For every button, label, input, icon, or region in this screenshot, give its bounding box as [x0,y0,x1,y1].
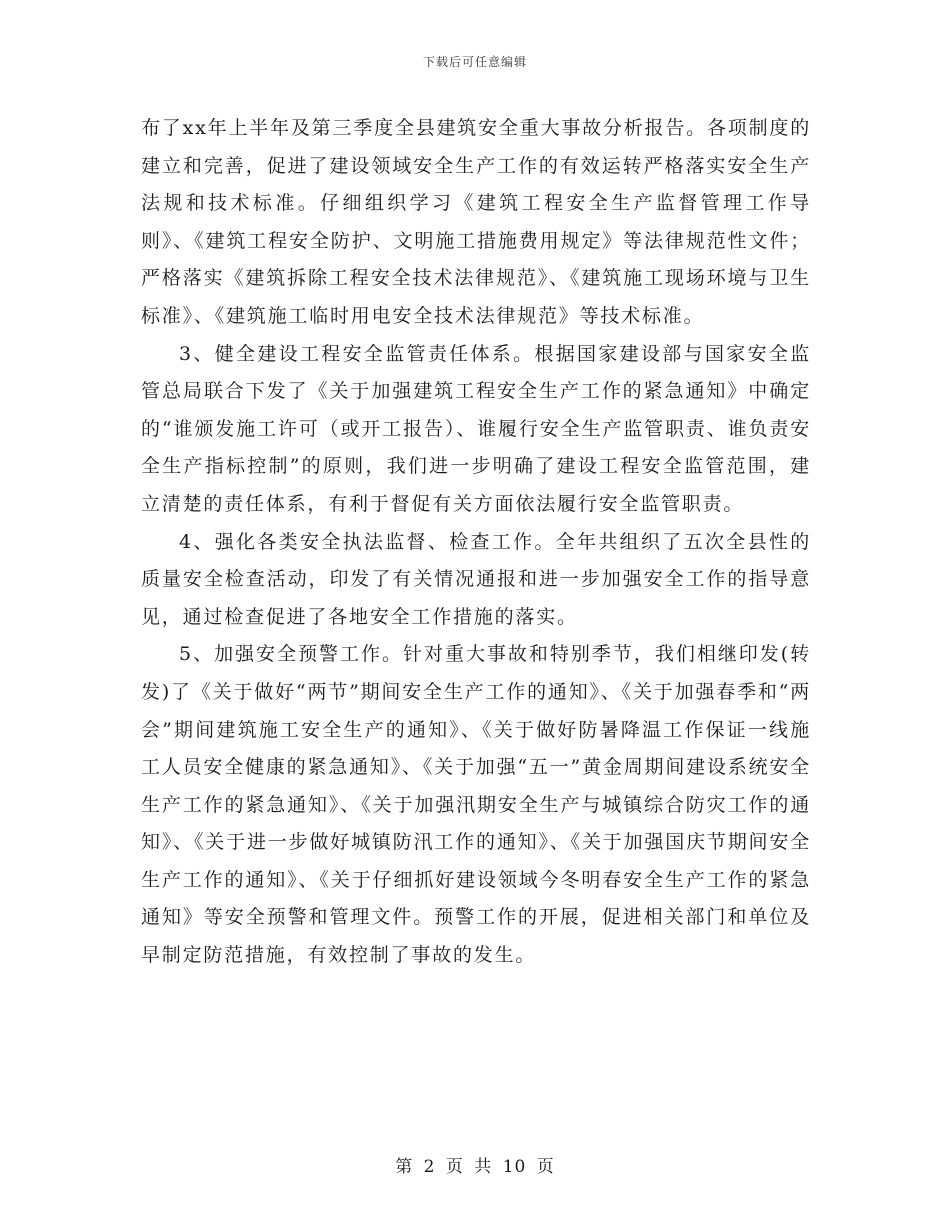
paragraph-item-5: 5、加强安全预警工作。针对重大事故和特别季节，我们相继印发(转发)了《关于做好“两节”期间安全生产工作的通知》、《关于加强春季和“两会”期间建筑施工安全生产的通知》、《关于做好防暑降温工作保证一线施工人员安全健康的紧急通知》、《关于加强“五一”黄金周期间建设系统安全生产工作的紧急通知》、《关于加强汛期安全生产与城镇综合防灾工作的通知》、《关于进一步做好城镇防汛工作的通知》、《关于加强国庆节期间安全生产工作的通知》、《关于仔细抓好建设领域今冬明春安全生产工作的紧急通知》等安全预警和管理文件。预警工作的开展，促进相关部门和单位及早制定防范措施，有效控制了事故的发生。 [141,643,811,967]
header-note: 下载后可任意编辑 [422,55,527,69]
paragraph-item-3: 3、健全建设工程安全监管责任体系。根据国家建设部与国家安全监管总局联合下发了《关于加强建筑工程安全生产工作的紧急通知》中确定的“谁颁发施工许可（或开工报告）、谁履行安全生产监管职责、谁负责安全生产指标控制”的原则，我们进一步明确了建设工程安全监管范围，建立清楚的责任体系，有利于督促有关方面依法履行安全监管职责。 [141,342,811,515]
document-body [141,110,811,975]
paragraph-item-4: 4、强化各类安全执法监督、检查工作。全年共组织了五次全县性的质量安全检查活动，印发了有关情况通报和进一步加强安全工作的指导意见，通过检查促进了各地安全工作措施的落实。 [141,530,811,628]
paragraph-continuation: 布了xx年上半年及第三季度全县建筑安全重大事故分析报告。各项制度的建立和完善，促进了建设领域安全生产工作的有效运转严格落实安全生产法规和技术标准。仔细组织学习《建筑工程安全生产监督管理工作导则》、《建筑工程安全防护、文明施工措施费用规定》等法律规范性文件；严格落实《建筑拆除工程安全技术法律规范》、《建筑施工现场环境与卫生标准》、《建筑施工临时用电安全技术法律规范》等技术标准。 [141,117,811,327]
page-number-footer: 第 2 页 共 10 页 [395,1157,555,1177]
